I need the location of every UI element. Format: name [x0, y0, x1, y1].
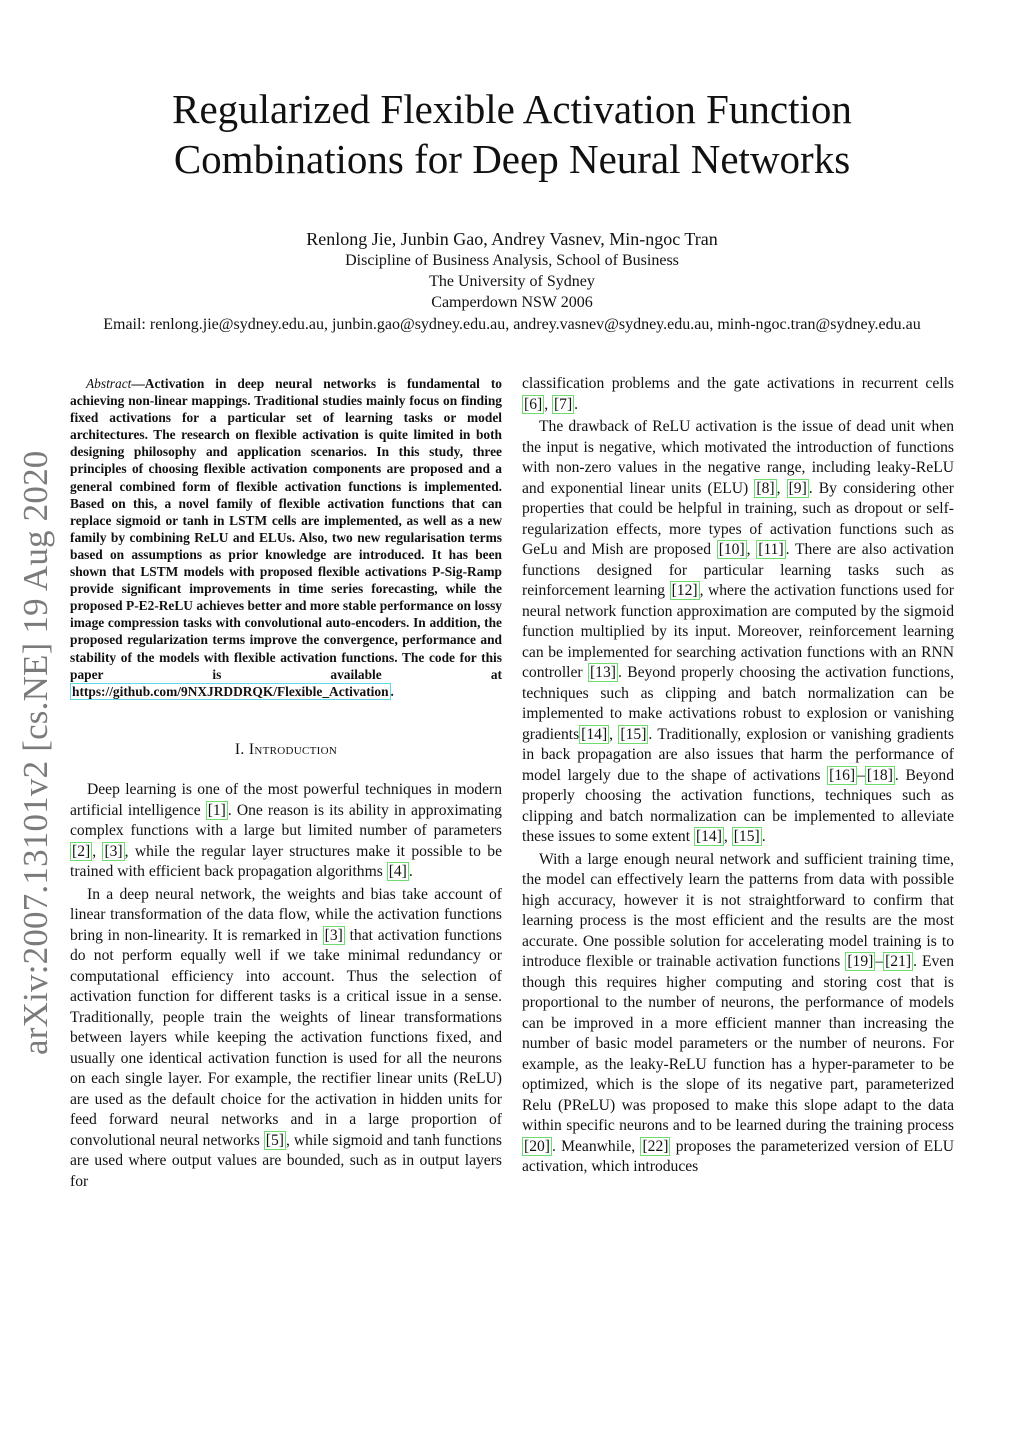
body-paragraph — [70, 885, 502, 1193]
citation-link[interactable]: [12] — [671, 582, 698, 599]
left-body-text — [70, 780, 502, 1192]
affiliation-university: The University of Sydney — [429, 273, 595, 290]
paragraph-text: . There are also activation functions designed for particular learning tasks such as reinforcement learning — [522, 541, 954, 599]
citation-link[interactable]: [6] — [524, 395, 543, 413]
body-paragraph — [522, 374, 954, 415]
paragraph-text: . Beyond properly choosing the activation functions, techniques such as clipping and batch normalization can be implemented to make activations robust to explosion or vanishing gradients — [522, 664, 955, 743]
citation-link[interactable]: [15] — [733, 828, 760, 845]
paragraph-text: , — [92, 842, 103, 860]
section-number: I. — [234, 740, 245, 758]
citation-link[interactable]: [14] — [695, 828, 722, 845]
paragraph-text: , — [776, 479, 787, 497]
citation-link[interactable]: [15] — [620, 725, 647, 743]
paragraph-text: . — [408, 863, 413, 881]
paper-title-line-2: Combinations for Deep Neural Networks — [173, 136, 851, 182]
author-block — [0, 228, 1024, 335]
citation-link[interactable]: [1] — [207, 801, 226, 819]
paragraph-text: . — [761, 828, 766, 845]
abstract-end: . — [390, 683, 394, 699]
paragraph-text: Deep learning is one of the most powerful techniques in modern artificial intelligence — [70, 781, 502, 819]
citation-link[interactable]: [21] — [885, 953, 912, 970]
citation-link[interactable]: [8] — [756, 479, 775, 497]
paper-title-line-1: Regularized Flexible Activation Function — [172, 86, 852, 132]
citation-link[interactable]: [14] — [581, 725, 608, 743]
abstract-body: —Activation in deep neural networks is fundamental to achieving non-linear mappings. Traditional studies mainly focus on finding fixed activations for a particular set of learning tasks or model architectures. The research on flexible activation is quite limited in both designing philosophy and application scenarios. In this study, three principles of choosing flexible activation components are proposed and a general combined form of flexible activation functions is implemented. Based on this, a novel family of flexible activation functions that can replace sigmoid or tanh in LSTM cells are implemented, as well as a new family by combining ReLU and ELUs. Also, two new regularisation terms based on assumptions as prior knowledge are introduced. It has been shown that LSTM models with proposed flexible activations P-Sig-Ramp provide significant improvements in time series forecasting, while the proposed P-E2-ReLU achieves better and more stable performance on lossy image compression tasks with convolutional auto-encoders. In addition, the proposed regularization terms improve the convergence, performance and stability of the models with flexible activation functions. The code for this paper is available at — [70, 376, 502, 682]
paragraph-text: . Beyond properly choosing the activation functions, techniques such as clipping and batch normalization can be implemented to alleviate these issues to some extent — [522, 766, 954, 845]
section-title: Introduction — [248, 740, 338, 758]
right-column — [522, 374, 954, 1180]
citation-link[interactable]: [16] — [829, 766, 856, 784]
citation-link[interactable]: [11] — [758, 541, 784, 558]
paragraph-text: . Even though this requires higher computing and storing cost that is proportional to the number of neurons, the performance of models can be improved in a more efficient manner than increasing the number of basic model parameters or the number of neurons. For example, as the leaky-ReLU function has a hyper-parameter to be optimized, which is the slope of its negative part, parameterized Relu (PReLU) was proposed to make this slope adapt to the data within specific neurons and to be learned during the training process — [522, 953, 954, 1134]
citation-link[interactable]: [4] — [388, 863, 407, 881]
paragraph-text: proposes the parameterized version of ELU activation, which introduces — [522, 1137, 954, 1175]
paragraph-text: , while sigmoid and tanh functions are used where output values are bounded, such as in output layers for — [70, 1131, 502, 1190]
citation-link[interactable]: [9] — [788, 479, 807, 497]
body-paragraph — [70, 780, 502, 883]
paragraph-text: . — [574, 395, 579, 413]
body-paragraph — [522, 417, 954, 848]
citation-link[interactable]: [10] — [718, 541, 745, 558]
paragraph-text: , where the activation functions used for neural network function approximation are computed by the sigmoid function multiplied by its input. Moreover, reinforcement learning can be implemented for searching activation functions with an RNN controller — [522, 582, 954, 681]
paragraph-text: , while the regular layer structures make it possible to be trained with efficient back propagation algorithms — [70, 842, 503, 881]
body-paragraph — [522, 850, 954, 1178]
citation-link[interactable]: [3] — [324, 926, 343, 944]
paragraph-text: , — [746, 541, 757, 558]
left-column — [70, 374, 502, 1194]
paragraph-text: With a large enough neural network and sufficient training time, the model can effectively learn the patterns from data with possible high accuracy, however it is not straightforward to confirm that learning process is the most efficient and the results are the most accurate. One possible solution for accelerating model training is to introduce flexible or trainable activation functions — [522, 850, 954, 970]
citation-link[interactable]: [19] — [847, 953, 874, 970]
paragraph-text: . By considering other properties that could be helpful in training, such as dropout or self-regularization effects, more types of activation functions such as GeLu and Mish are proposed — [522, 479, 955, 558]
affiliation-department: Discipline of Business Analysis, School of Business — [345, 252, 679, 269]
citation-link[interactable]: [3] — [104, 842, 123, 860]
paragraph-text: In a deep neural network, the weights and bias take account of linear transformation of the data flow, while the activation functions bring in non-linearity. It is remarked in — [70, 885, 502, 944]
paragraph-text: , — [544, 395, 552, 413]
citation-link[interactable]: [22] — [642, 1137, 669, 1155]
paragraph-text: that activation functions do not perform equally well if we take minimal redundancy or computational efficiency into account. Thus the selection of activation function for different tasks is a critical issue in a sense. Traditionally, people train the weights of linear transformations between layers while keeping the activation functions fixed, and usually one identical activation function is used for all the neurons on each single layer. For example, the rectifier linear units (ReLU) are used as the default choice for the activation in hidden units for feed forward neural networks and in a large proportion of convolutional neural networks — [70, 926, 502, 1149]
right-body-text — [522, 374, 954, 1178]
paragraph-text: – — [857, 766, 865, 784]
affiliation-address: Camperdown NSW 2006 — [431, 294, 593, 311]
citation-link[interactable]: [7] — [553, 395, 573, 413]
paragraph-text: , — [609, 725, 619, 743]
citation-link[interactable]: [5] — [265, 1131, 284, 1149]
paper-title — [0, 84, 1024, 184]
paragraph-text: . One reason is its ability in approximating complex functions with a large but limited number of parameters — [70, 801, 502, 840]
citation-link[interactable]: [20] — [524, 1137, 550, 1155]
citation-link[interactable]: [13] — [589, 664, 616, 681]
paragraph-text: . Traditionally, explosion or vanishing gradients in back propagation are also issues that harm the performance of model largely due to the shape of activations — [522, 725, 954, 784]
paragraph-text: classification problems and the gate activations in recurrent cells — [522, 375, 954, 392]
code-repository-link[interactable]: https://github.com/9NXJRDDRQK/Flexible_Activation — [72, 683, 389, 699]
author-names: Renlong Jie, Junbin Gao, Andrey Vasnev, Min-ngoc Tran — [306, 229, 718, 249]
section-heading-introduction — [70, 740, 502, 761]
paragraph-text: , — [723, 828, 732, 845]
paragraph-text: . Meanwhile, — [551, 1137, 641, 1155]
author-emails: Email: renlong.jie@sydney.edu.au, junbin.gao@sydney.edu.au, andrey.vasnev@sydney.edu.au, minh-ngoc.tran@sydney.edu.au — [103, 316, 921, 333]
abstract — [70, 375, 502, 700]
citation-link[interactable]: [18] — [866, 766, 893, 784]
citation-link[interactable]: [2] — [72, 842, 91, 860]
paragraph-text: The drawback of ReLU activation is the issue of dead unit when the input is negative, which motivated the introduction of functions with non-zero values in the negative range, including leaky-ReLU and exponential linear units (ELU) — [522, 418, 954, 497]
paragraph-text: – — [875, 953, 884, 970]
abstract-label: Abstract — [86, 376, 132, 391]
arxiv-identifier-stamp: arXiv:2007.13101v2 [cs.NE] 19 Aug 2020 — [16, 450, 55, 1055]
